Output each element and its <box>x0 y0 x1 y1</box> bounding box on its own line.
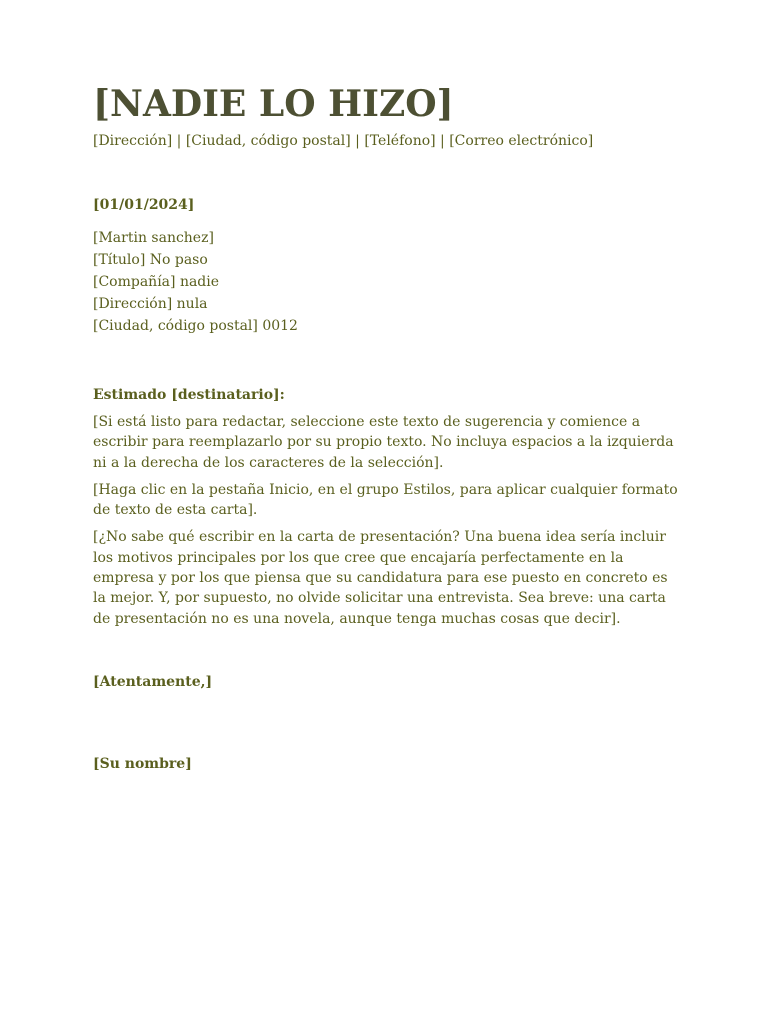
salutation[interactable]: Estimado [destinatario]: <box>93 387 285 403</box>
recipient-name[interactable]: [Martin sanchez] <box>93 230 214 246</box>
body-paragraph-1[interactable]: [Si está listo para redactar, seleccione este texto de sugerencia y comience a escribir para reemplazarlo por su propio texto. No incluya espacios a la izquierda ni a la derecha de los caracteres de la selección]. <box>93 414 674 471</box>
recipient-block <box>93 227 298 337</box>
recipient-address[interactable]: [Dirección] nula <box>93 296 208 312</box>
body-paragraph-2[interactable]: [Haga clic en la pestaña Inicio, en el grupo Estilos, para aplicar cualquier formato de texto de esta carta]. <box>93 481 678 519</box>
sender-contact-info[interactable]: [Dirección] | [Ciudad, código postal] | [Teléfono] | [Correo electrónico] <box>93 133 594 149</box>
recipient-city-zip[interactable]: [Ciudad, código postal] 0012 <box>93 318 298 334</box>
body-paragraph-3[interactable]: [¿No sabe qué escribir en la carta de presentación? Una buena idea sería incluir los motivos principales por los que cree que encajaría perfectamente en la empresa y por los que piensa que su candidatura para ese puesto en concreto es la mejor. Y, por supuesto, no olvide solicitar una entrevista. Sea breve: una carta de presentación no es una novela, aunque tenga muchas cosas que decir]. <box>93 529 668 627</box>
recipient-title[interactable]: [Título] No paso <box>93 252 208 268</box>
letter-date[interactable]: [01/01/2024] <box>93 197 195 213</box>
letter-body <box>93 412 683 636</box>
signature-name[interactable]: [Su nombre] <box>93 756 192 772</box>
recipient-company[interactable]: [Compañía] nadie <box>93 274 220 290</box>
closing[interactable]: [Atentamente,] <box>93 674 213 690</box>
sender-name[interactable]: [NADIE LO HIZO] <box>93 83 454 125</box>
